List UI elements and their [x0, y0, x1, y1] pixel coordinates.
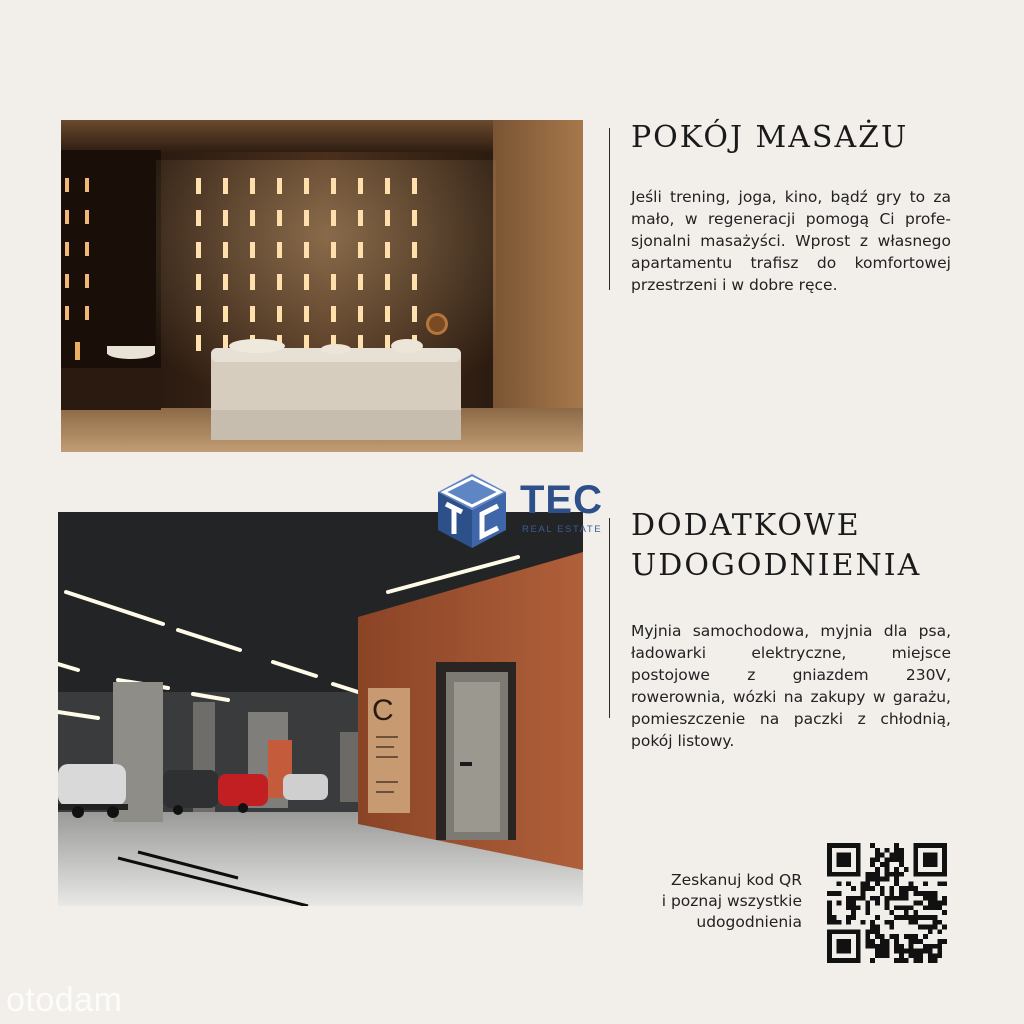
tec-logo: [432, 470, 617, 550]
massage-room-description: Jeśli trening, joga, kino, bądź gry to za mało, w regeneracji pomogą Ci profesjonalni masażyści. Wprost z własnego apartamentu trafisz do komfortowej przestrzeni i w dobre ręce.: [631, 188, 951, 294]
massage-room-photo: [61, 120, 583, 452]
logo-cube-icon: [432, 470, 512, 550]
logo-name: TEC: [520, 478, 603, 522]
qr-caption-line2: i poznaj wszystkie: [661, 892, 802, 910]
logo-tagline: REAL ESTATE: [522, 524, 603, 535]
amenities-title-line1: DODATKOWE: [631, 508, 861, 543]
massage-room-title: POKÓJ MASAŻU: [631, 120, 909, 155]
amenities-description: Myjnia samochodowa, myjnia dla psa, ładowarki elektryczne, miejsce postojowe z gniazdem 230V, rowerownia, wózki na zakupy w garażu, pomieszczenie na paczki z chłodnią, pokój listowy.: [631, 622, 951, 750]
qr-code[interactable]: [827, 843, 947, 963]
otodam-watermark: otodam: [6, 981, 123, 1019]
amenities-title: [631, 506, 921, 586]
qr-caption-line3: udogodnienia: [696, 913, 802, 931]
qr-caption-line1: Zeskanuj kod QR: [671, 871, 802, 889]
garage-photo: [58, 512, 583, 906]
divider-line: [609, 128, 610, 290]
amenities-title-line2: UDOGODNIENIA: [631, 548, 922, 583]
garage-sign-letter: C: [372, 694, 394, 727]
qr-caption: [630, 870, 802, 933]
